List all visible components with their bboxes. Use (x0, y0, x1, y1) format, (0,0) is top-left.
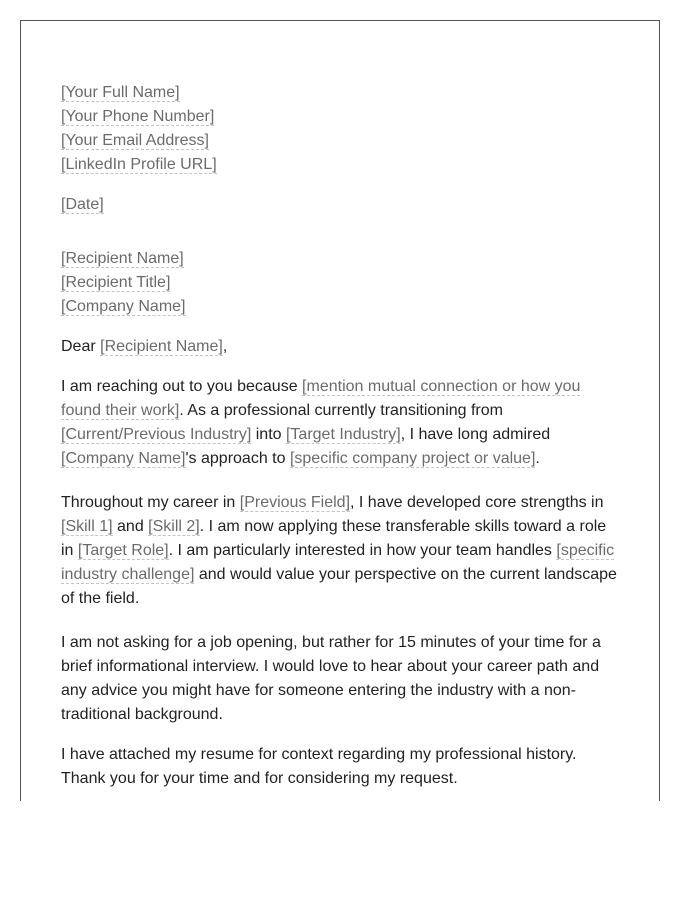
paragraph-closing: I have attached my resume for context regarding my professional history. Thank you for your time and for considering my request. (61, 746, 577, 787)
paragraph-intro (61, 375, 621, 471)
paragraph-text: I am reaching out to you because (61, 378, 303, 395)
recipient-company-placeholder[interactable]: [Company Name] (61, 298, 186, 315)
previous-field-placeholder[interactable]: [Previous Field] (239, 494, 351, 511)
paragraph-text: , I have long admired (400, 426, 551, 443)
paragraph-text: and would value your perspective on the current landscape of the field. (61, 566, 617, 607)
target-industry-placeholder[interactable]: [Target Industry] (285, 426, 401, 443)
paragraph-career (61, 491, 621, 611)
company-name-placeholder[interactable]: [Company Name] (61, 450, 186, 467)
company-project-placeholder[interactable]: [specific company project or value] (289, 450, 536, 467)
recipient-block (61, 247, 621, 319)
sender-email-placeholder[interactable]: [Your Email Address] (61, 132, 209, 149)
previous-industry-placeholder[interactable]: [Current/Previous Industry] (61, 426, 252, 443)
paragraph-text: , I have developed core strengths in (350, 494, 604, 511)
date-block (61, 193, 621, 217)
recipient-title-placeholder[interactable]: [Recipient Title] (61, 274, 171, 291)
letter-content (61, 81, 621, 791)
sender-linkedin-placeholder[interactable]: [LinkedIn Profile URL] (61, 156, 217, 173)
salutation (61, 335, 621, 359)
paragraph-text: . (535, 450, 540, 467)
sender-block (61, 81, 621, 177)
industry-challenge-placeholder[interactable]: [specific industry challenge] (61, 542, 615, 583)
date-placeholder[interactable]: [Date] (61, 196, 104, 213)
paragraph-text: . I am now applying these transferable skills toward a role in (61, 518, 607, 559)
target-role-placeholder[interactable]: [Target Role] (77, 542, 169, 559)
sender-name-placeholder[interactable]: [Your Full Name] (61, 84, 180, 101)
salutation-prefix: Dear (61, 338, 101, 355)
paragraph-text: into (251, 426, 286, 443)
paragraph-request: I am not asking for a job opening, but rather for 15 minutes of your time for a brief informational interview. I would love to hear about your career path and any advice you might have for someone entering the industry with a non-traditional background. (61, 634, 601, 723)
recipient-name-placeholder[interactable]: [Recipient Name] (61, 250, 184, 267)
skill-1-placeholder[interactable]: [Skill 1] (61, 518, 113, 535)
salutation-name-placeholder[interactable]: [Recipient Name] (100, 338, 223, 355)
paragraph-text: . As a professional currently transitioning from (179, 402, 503, 419)
connection-placeholder[interactable]: [mention mutual connection or how you found their work] (61, 378, 581, 419)
salutation-suffix: , (222, 338, 228, 355)
paragraph-text: Throughout my career in (61, 494, 240, 511)
paragraph-text: . I am particularly interested in how your team handles (168, 542, 557, 559)
paragraph-text: 's approach to (185, 450, 290, 467)
sender-phone-placeholder[interactable]: [Your Phone Number] (61, 108, 215, 125)
skill-2-placeholder[interactable]: [Skill 2] (148, 518, 200, 535)
letter-page (20, 20, 660, 801)
paragraph-text: and (112, 518, 149, 535)
